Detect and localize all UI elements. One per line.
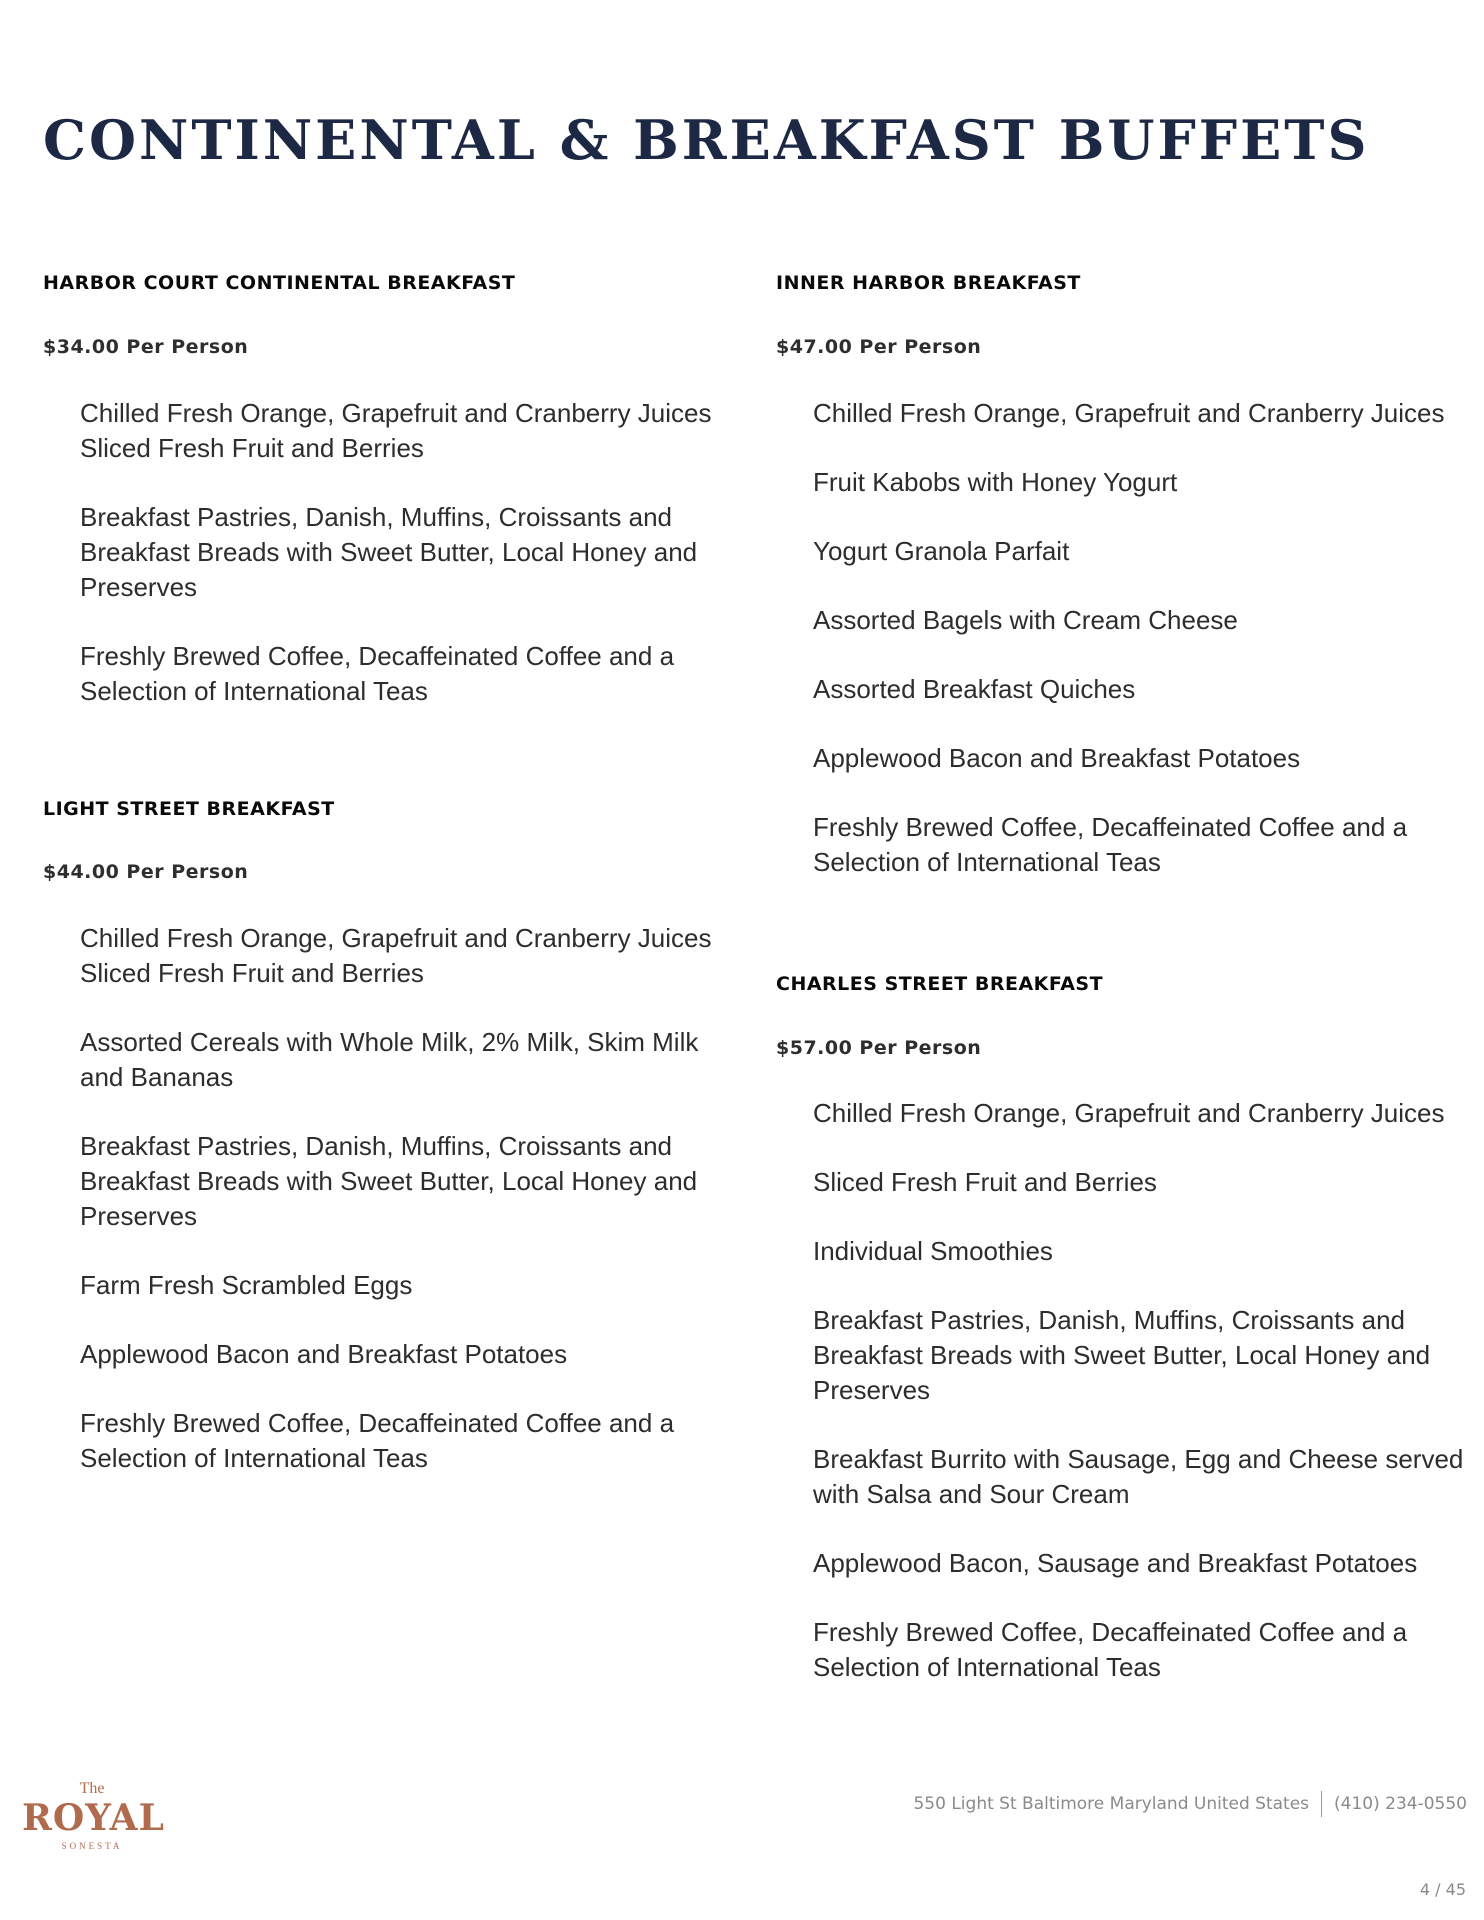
menu-item: Applewood Bacon, Sausage and Breakfast Potatoes <box>813 1548 1418 1578</box>
menu-price-harbor-court: $34.00 Per Person <box>43 336 249 358</box>
menu-items-inner-harbor <box>813 396 1473 880</box>
menu-title-harbor-court: HARBOR COURT CONTINENTAL BREAKFAST <box>43 272 516 294</box>
page-title: CONTINENTAL & BREAKFAST BUFFETS <box>43 108 1370 172</box>
menu-item: Assorted Breakfast Quiches <box>813 674 1136 704</box>
menu-item: Freshly Brewed Coffee, Decaffeinated Coffee and a Selection of International Teas <box>80 1408 675 1473</box>
menu-item: Freshly Brewed Coffee, Decaffeinated Coffee and a Selection of International Teas <box>813 1617 1408 1682</box>
menu-item: Yogurt Granola Parfait <box>813 536 1070 566</box>
logo-royal-text: ROYAL <box>22 1797 165 1839</box>
royal-sonesta-logo <box>22 1780 165 1854</box>
menu-item: Breakfast Pastries, Danish, Muffins, Croissants and Breakfast Breads with Sweet Butter, Local Honey and Preserves <box>80 1131 698 1231</box>
menu-item: Chilled Fresh Orange, Grapefruit and Cranberry Juices <box>813 1098 1445 1128</box>
menu-item: Sliced Fresh Fruit and Berries <box>80 433 424 463</box>
menu-items-light-street <box>80 921 740 1476</box>
footer-divider <box>1321 1791 1322 1817</box>
footer-contact <box>913 1791 1467 1817</box>
menu-item: Assorted Cereals with Whole Milk, 2% Milk, Skim Milk and Bananas <box>80 1027 699 1092</box>
footer-phone: (410) 234-0550 <box>1334 1794 1467 1814</box>
menu-item: Breakfast Pastries, Danish, Muffins, Croissants and Breakfast Breads with Sweet Butter, Local Honey and Preserves <box>813 1305 1431 1405</box>
menu-items-charles-street <box>813 1096 1473 1685</box>
menu-price-light-street: $44.00 Per Person <box>43 861 249 883</box>
menu-item: Individual Smoothies <box>813 1236 1053 1266</box>
menu-item: Chilled Fresh Orange, Grapefruit and Cranberry Juices <box>80 398 712 428</box>
menu-item: Farm Fresh Scrambled Eggs <box>80 1270 413 1300</box>
page-number: 4 / 45 <box>1419 1880 1466 1899</box>
footer-address: 550 Light St Baltimore Maryland United States <box>913 1794 1310 1814</box>
menu-item: Breakfast Burrito with Sausage, Egg and Cheese served with Salsa and Sour Cream <box>813 1444 1464 1509</box>
menu-item: Chilled Fresh Orange, Grapefruit and Cranberry Juices <box>80 923 712 953</box>
menu-item: Chilled Fresh Orange, Grapefruit and Cranberry Juices <box>813 398 1445 428</box>
menu-item: Applewood Bacon and Breakfast Potatoes <box>80 1339 568 1369</box>
menu-item: Freshly Brewed Coffee, Decaffeinated Coffee and a Selection of International Teas <box>80 641 675 706</box>
logo-the-text: The <box>79 1780 105 1797</box>
menu-price-inner-harbor: $47.00 Per Person <box>776 336 982 358</box>
menu-title-light-street: LIGHT STREET BREAKFAST <box>43 798 335 820</box>
menu-title-charles-street: CHARLES STREET BREAKFAST <box>776 973 1104 995</box>
menu-item: Fruit Kabobs with Honey Yogurt <box>813 467 1178 497</box>
menu-item: Freshly Brewed Coffee, Decaffeinated Coffee and a Selection of International Teas <box>813 812 1408 877</box>
menu-item: Assorted Bagels with Cream Cheese <box>813 605 1238 635</box>
menu-price-charles-street: $57.00 Per Person <box>776 1037 982 1059</box>
menu-title-inner-harbor: INNER HARBOR BREAKFAST <box>776 272 1081 294</box>
menu-item: Sliced Fresh Fruit and Berries <box>813 1167 1157 1197</box>
logo-sonesta-text: SONESTA <box>61 1841 123 1851</box>
menu-item: Breakfast Pastries, Danish, Muffins, Croissants and Breakfast Breads with Sweet Butter, Local Honey and Preserves <box>80 502 698 602</box>
menu-item: Applewood Bacon and Breakfast Potatoes <box>813 743 1301 773</box>
menu-items-harbor-court <box>80 396 740 709</box>
menu-item: Sliced Fresh Fruit and Berries <box>80 958 424 988</box>
